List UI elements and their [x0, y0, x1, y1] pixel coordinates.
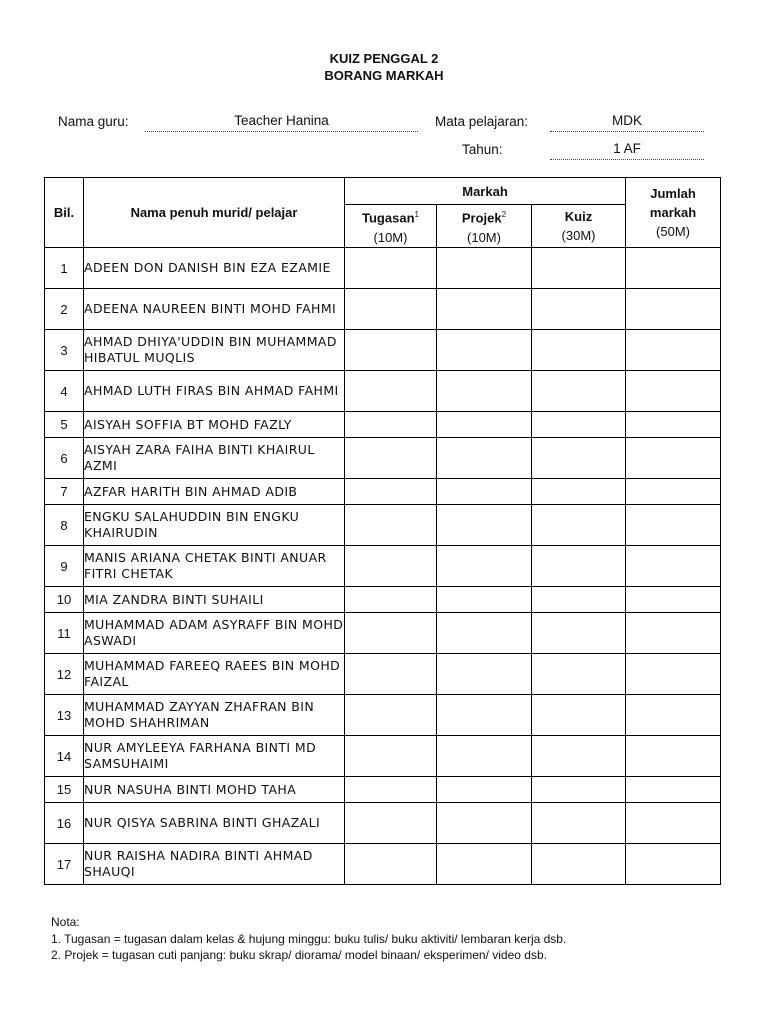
projek-cell[interactable]: [437, 736, 532, 777]
kuiz-cell[interactable]: [532, 546, 626, 587]
header-jumlah-unit: (50M): [656, 224, 690, 239]
table-row: [45, 546, 721, 587]
student-name: ADEEN DON DANISH BIN EZA EZAMIE: [84, 248, 345, 289]
projek-cell[interactable]: [437, 505, 532, 546]
table-row: [45, 777, 721, 803]
row-number: 6: [45, 438, 84, 479]
projek-cell[interactable]: [437, 613, 532, 654]
jumlah-cell[interactable]: [626, 613, 721, 654]
tugasan-cell[interactable]: [345, 479, 437, 505]
header-projek: [437, 205, 532, 248]
table-row: [45, 613, 721, 654]
kuiz-cell[interactable]: [532, 479, 626, 505]
kuiz-cell[interactable]: [532, 587, 626, 613]
table-row: [45, 654, 721, 695]
projek-cell[interactable]: [437, 479, 532, 505]
notes-heading: Nota:: [51, 915, 80, 929]
table-row: [45, 330, 721, 371]
jumlah-cell[interactable]: [626, 777, 721, 803]
row-number: 9: [45, 546, 84, 587]
row-number: 1: [45, 248, 84, 289]
kuiz-cell[interactable]: [532, 803, 626, 844]
tugasan-cell[interactable]: [345, 613, 437, 654]
tugasan-cell[interactable]: [345, 248, 437, 289]
row-number: 2: [45, 289, 84, 330]
notes-line-2: 2. Projek = tugasan cuti panjang: buku skrap/ diorama/ model binaan/ eksperimen/ video dsb.: [51, 948, 547, 962]
header-tugasan: [345, 205, 437, 248]
student-name: ADEENA NAUREEN BINTI MOHD FAHMI: [84, 289, 345, 330]
student-name: AZFAR HARITH BIN AHMAD ADIB: [84, 479, 345, 505]
table-row: [45, 587, 721, 613]
row-number: 15: [45, 777, 84, 803]
row-number: 4: [45, 371, 84, 412]
student-name: NUR QISYA SABRINA BINTI GHAZALI: [84, 803, 345, 844]
table-row: [45, 505, 721, 546]
jumlah-cell[interactable]: [626, 412, 721, 438]
student-name: AISYAH ZARA FAIHA BINTI KHAIRUL AZMI: [84, 438, 345, 479]
tugasan-cell[interactable]: [345, 654, 437, 695]
student-name: AISYAH SOFFIA BT MOHD FAZLY: [84, 412, 345, 438]
jumlah-cell[interactable]: [626, 330, 721, 371]
kuiz-cell[interactable]: [532, 438, 626, 479]
year-field[interactable]: 1 AF: [550, 141, 704, 160]
projek-cell[interactable]: [437, 438, 532, 479]
student-name: MUHAMMAD FAREEQ RAEES BIN MOHD FAIZAL: [84, 654, 345, 695]
student-name: AHMAD LUTH FIRAS BIN AHMAD FAHMI: [84, 371, 345, 412]
kuiz-cell[interactable]: [532, 613, 626, 654]
header-bil: Bil.: [45, 178, 84, 248]
kuiz-cell[interactable]: [532, 330, 626, 371]
row-number: 10: [45, 587, 84, 613]
jumlah-cell[interactable]: [626, 654, 721, 695]
row-number: 13: [45, 695, 84, 736]
header-tugasan-unit: (10M): [373, 229, 408, 245]
student-name: NUR AMYLEEYA FARHANA BINTI MD SAMSUHAIMI: [84, 736, 345, 777]
projek-cell[interactable]: [437, 695, 532, 736]
table-row: [45, 289, 721, 330]
projek-cell[interactable]: [437, 289, 532, 330]
tugasan-cell[interactable]: [345, 546, 437, 587]
row-number: 11: [45, 613, 84, 654]
kuiz-cell[interactable]: [532, 844, 626, 885]
year-label: Tahun:: [462, 142, 503, 157]
tugasan-cell[interactable]: [345, 289, 437, 330]
table-row: [45, 844, 721, 885]
notes-section: [51, 914, 566, 964]
header-projek-sup: 2: [501, 210, 507, 220]
kuiz-cell[interactable]: [532, 248, 626, 289]
form-title: KUIZ PENGGAL 2: [329, 51, 439, 66]
header-markah: Markah: [345, 178, 626, 205]
projek-cell[interactable]: [437, 330, 532, 371]
tugasan-cell[interactable]: [345, 736, 437, 777]
subject-field[interactable]: MDK: [550, 113, 704, 132]
jumlah-cell[interactable]: [626, 695, 721, 736]
student-name: ENGKU SALAHUDDIN BIN ENGKU KHAIRUDIN: [84, 505, 345, 546]
table-row: [45, 371, 721, 412]
jumlah-cell[interactable]: [626, 587, 721, 613]
header-projek-unit: (10M): [467, 229, 501, 245]
student-name: MANIS ARIANA CHETAK BINTI ANUAR FITRI CHETAK: [84, 546, 345, 587]
tugasan-cell[interactable]: [345, 844, 437, 885]
header-tugasan-label: Tugasan: [362, 210, 415, 226]
jumlah-cell[interactable]: [626, 803, 721, 844]
kuiz-cell[interactable]: [532, 695, 626, 736]
kuiz-cell[interactable]: [532, 777, 626, 803]
tugasan-cell[interactable]: [345, 803, 437, 844]
jumlah-cell[interactable]: [626, 546, 721, 587]
student-name: NUR RAISHA NADIRA BINTI AHMAD SHAUQI: [84, 844, 345, 885]
teacher-label: Nama guru:: [58, 114, 129, 129]
jumlah-cell[interactable]: [626, 479, 721, 505]
tugasan-cell[interactable]: [345, 330, 437, 371]
student-name: NUR NASUHA BINTI MOHD TAHA: [84, 777, 345, 803]
header-name: Nama penuh murid/ pelajar: [84, 178, 345, 248]
form-subtitle: BORANG MARKAH: [324, 68, 444, 83]
projek-cell[interactable]: [437, 587, 532, 613]
tugasan-cell[interactable]: [345, 371, 437, 412]
header-kuiz-unit: (30M): [561, 228, 596, 243]
tugasan-cell[interactable]: [345, 587, 437, 613]
jumlah-cell[interactable]: [626, 844, 721, 885]
kuiz-cell[interactable]: [532, 371, 626, 412]
tugasan-cell[interactable]: [345, 505, 437, 546]
header-kuiz-label: Kuiz: [564, 209, 593, 224]
projek-cell[interactable]: [437, 844, 532, 885]
kuiz-cell[interactable]: [532, 412, 626, 438]
jumlah-cell[interactable]: [626, 371, 721, 412]
projek-cell[interactable]: [437, 654, 532, 695]
table-row: [45, 479, 721, 505]
projek-cell[interactable]: [437, 412, 532, 438]
projek-cell[interactable]: [437, 546, 532, 587]
row-number: 16: [45, 803, 84, 844]
header-jumlah: [626, 178, 721, 248]
header-kuiz: [532, 205, 626, 248]
header-jumlah-line2: markah: [649, 205, 697, 220]
table-row: [45, 248, 721, 289]
projek-cell[interactable]: [437, 803, 532, 844]
tugasan-cell[interactable]: [345, 438, 437, 479]
table-row: [45, 438, 721, 479]
row-number: 5: [45, 412, 84, 438]
marks-table: [44, 177, 721, 885]
header-projek-label: Projek: [461, 210, 502, 226]
student-name: MUHAMMAD ZAYYAN ZHAFRAN BIN MOHD SHAHRIMAN: [84, 695, 345, 736]
projek-cell[interactable]: [437, 777, 532, 803]
tugasan-cell[interactable]: [345, 695, 437, 736]
projek-cell[interactable]: [437, 371, 532, 412]
row-number: 17: [45, 844, 84, 885]
kuiz-cell[interactable]: [532, 505, 626, 546]
table-row: [45, 412, 721, 438]
header-tugasan-sup: 1: [414, 210, 419, 220]
header-jumlah-line1: Jumlah: [650, 186, 696, 201]
row-number: 8: [45, 505, 84, 546]
jumlah-cell[interactable]: [626, 736, 721, 777]
student-name: AHMAD DHIYA'UDDIN BIN MUHAMMAD HIBATUL MUQLIS: [84, 330, 345, 371]
student-name: MUHAMMAD ADAM ASYRAFF BIN MOHD ASWADI: [84, 613, 345, 654]
student-name: MIA ZANDRA BINTI SUHAILI: [84, 587, 345, 613]
table-row: [45, 695, 721, 736]
jumlah-cell[interactable]: [626, 289, 721, 330]
row-number: 14: [45, 736, 84, 777]
row-number: 3: [45, 330, 84, 371]
row-number: 7: [45, 479, 84, 505]
jumlah-cell[interactable]: [626, 248, 721, 289]
kuiz-cell[interactable]: [532, 289, 626, 330]
table-row: [45, 736, 721, 777]
kuiz-cell[interactable]: [532, 654, 626, 695]
tugasan-cell[interactable]: [345, 777, 437, 803]
subject-label: Mata pelajaran:: [435, 114, 529, 129]
jumlah-cell[interactable]: [626, 505, 721, 546]
notes-line-1: 1. Tugasan = tugasan dalam kelas & hujung minggu: buku tulis/ buku aktiviti/ lembaran kerja dsb.: [51, 931, 567, 946]
table-row: [45, 803, 721, 844]
kuiz-cell[interactable]: [532, 736, 626, 777]
teacher-field[interactable]: Teacher Hanina: [145, 113, 418, 132]
row-number: 12: [45, 654, 84, 695]
jumlah-cell[interactable]: [626, 438, 721, 479]
projek-cell[interactable]: [437, 248, 532, 289]
tugasan-cell[interactable]: [345, 412, 437, 438]
